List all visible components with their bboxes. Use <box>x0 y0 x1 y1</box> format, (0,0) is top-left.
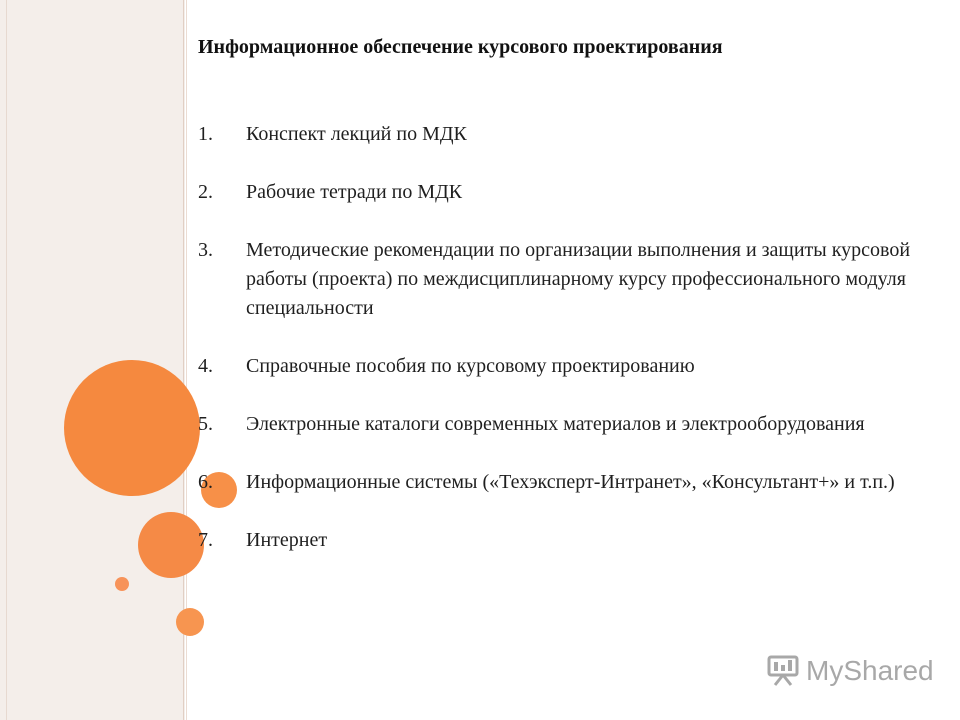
list-item-text: Информационные системы («Техэксперт-Интранет», «Консультант+» и т.п.) <box>246 471 895 493</box>
decor-circle-large <box>64 360 200 496</box>
list-item-text: Электронные каталоги современных материалов и электрооборудования <box>246 413 865 435</box>
list-item <box>198 178 938 207</box>
list-item-number: 5. <box>198 413 213 435</box>
list-item <box>198 410 938 439</box>
list-item <box>198 236 938 323</box>
list-item-number: 2. <box>198 181 213 203</box>
list-item-text: Интернет <box>246 529 328 551</box>
list-item <box>198 468 938 497</box>
decor-circle-medium <box>138 512 204 578</box>
decor-circle-dot <box>115 577 129 591</box>
frame-line <box>6 0 7 720</box>
presentation-board-icon <box>766 655 800 687</box>
watermark-text: MyShared <box>806 655 934 686</box>
slide-content <box>198 28 938 551</box>
left-decor-panel <box>0 0 185 720</box>
list-item-number: 3. <box>198 239 213 261</box>
watermark-logo <box>766 655 934 687</box>
list-item-text: Справочные пособия по курсовому проектированию <box>246 355 695 377</box>
list-item <box>198 120 938 149</box>
slide-title: Информационное обеспечение курсового проектирования <box>198 36 723 58</box>
list-item-text: Методические рекомендации по организации выполнения и защиты курсовой работы (проекта) по междисциплинарному курсу профессионального модуля специальности <box>246 239 911 319</box>
decor-circle-small-lower <box>176 608 204 636</box>
list-item-text: Рабочие тетради по МДК <box>246 181 463 203</box>
list-item-number: 4. <box>198 355 213 377</box>
list-item <box>198 352 938 381</box>
resource-list <box>198 120 938 584</box>
list-item-number: 7. <box>198 529 213 551</box>
list-item-number: 6. <box>198 471 213 493</box>
list-item-number: 1. <box>198 123 213 145</box>
list-item-text: Конспект лекций по МДК <box>246 123 467 145</box>
list-item <box>198 526 938 555</box>
